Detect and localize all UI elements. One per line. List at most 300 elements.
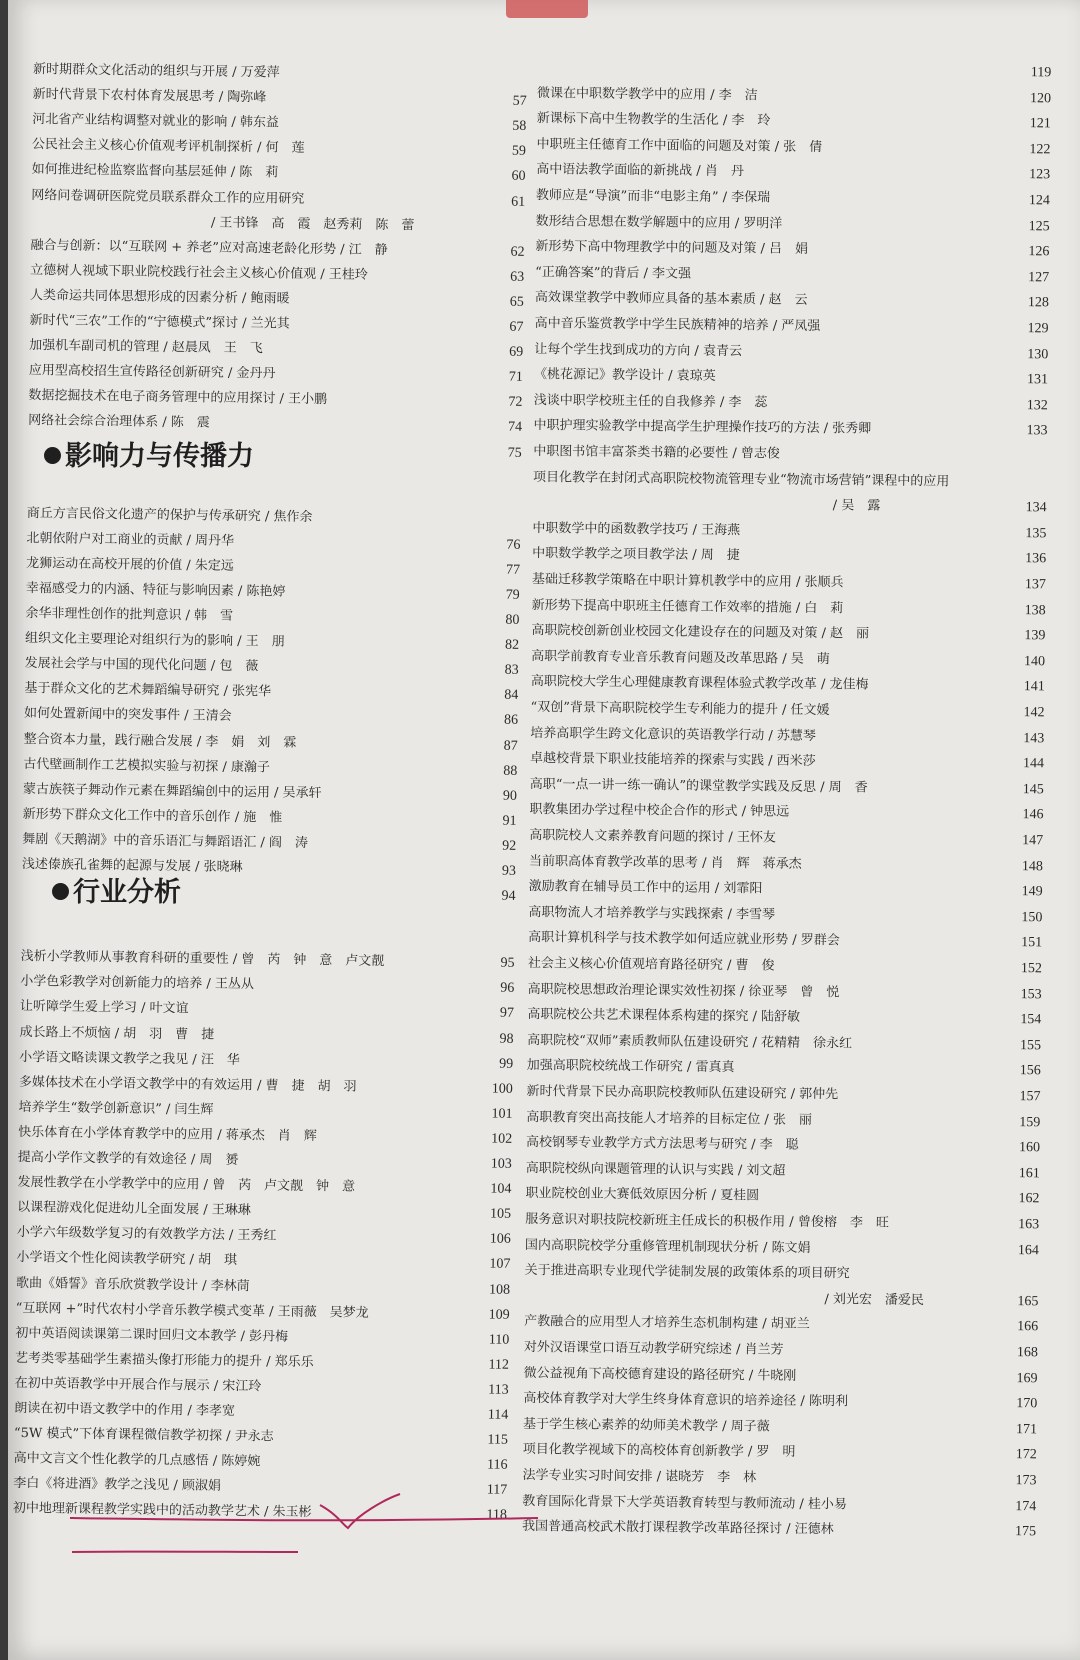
toc-entry — [523, 1389, 1038, 1414]
toc-entry — [31, 160, 525, 187]
toc-entry-title: 基于学生核心素养的幼师美术教学 / 周子薇 — [523, 1416, 770, 1435]
toc-entry-page: 149 — [1021, 884, 1043, 900]
toc-entry-title: 提高小学作文教学的有效途径 / 周 赟 — [17, 1149, 239, 1168]
toc-entry-title: 舞剧《天鹅湖》中的音乐语汇与舞蹈语汇 / 阎 涛 — [22, 831, 309, 851]
toc-entry-title: 当前职高体育教学改革的思考 / 肖 辉 蒋承杰 — [528, 853, 802, 872]
section-heading-industry — [52, 876, 181, 910]
toc-entry-title: 新形势下高中物理教学中的问题及对策 / 吕 娟 — [535, 239, 809, 258]
toc-entry — [27, 504, 521, 531]
toc-entry-page: 60 — [511, 169, 526, 185]
toc-entry — [522, 1440, 1037, 1465]
toc-entry-page: 102 — [491, 1131, 513, 1147]
toc-entry-page: 76 — [506, 537, 521, 553]
toc-entry-title: 培养学生“数学创新意识” / 闫生辉 — [18, 1099, 214, 1118]
toc-entry-page: 151 — [1021, 935, 1043, 951]
toc-entry — [20, 947, 514, 974]
toc-entry — [522, 1492, 1037, 1517]
toc-entry-title: 让听障学生爱上学习 / 叶文谊 — [19, 999, 189, 1017]
toc-entry — [26, 554, 520, 581]
toc-entry — [527, 1005, 1042, 1030]
toc-entry-page: 128 — [1027, 295, 1049, 311]
toc-entry-page: 98 — [499, 1031, 514, 1047]
toc-entry-page: 92 — [502, 838, 517, 854]
toc-entry — [31, 185, 525, 212]
toc-entry — [533, 468, 1033, 493]
toc-entry — [23, 755, 517, 782]
toc-entry — [536, 84, 1052, 109]
toc-entry-title: 基于群众文化的艺术舞蹈编导研究 / 张宪华 — [24, 681, 272, 700]
toc-entry-page — [995, 472, 1047, 473]
toc-entry-title: 项目化教学视域下的高校体育创新教学 / 罗 明 — [522, 1442, 796, 1461]
toc-entry-page: 87 — [503, 738, 518, 754]
toc-entry-page: 154 — [1020, 1012, 1042, 1028]
toc-entry-page: 57 — [512, 93, 527, 109]
toc-entry-title: 古代壁画制作工艺模拟实验与初探 / 康瀚子 — [23, 756, 271, 775]
toc-entry-page: 88 — [503, 763, 518, 779]
toc-entry — [24, 704, 518, 731]
toc-entry-page — [995, 447, 1047, 448]
toc-entry-title: 如何处置新闻中的突发事件 / 王清会 — [23, 706, 232, 725]
toc-entry — [15, 1324, 509, 1351]
toc-entry — [528, 903, 1043, 928]
toc-entry-page: 62 — [510, 244, 525, 260]
toc-entry-page: 132 — [1026, 397, 1048, 414]
toc-entry — [535, 263, 1050, 288]
toc-entry-page: 135 — [1025, 525, 1047, 542]
toc-entry-page — [475, 66, 527, 67]
toc-entry — [30, 286, 524, 313]
toc-entry-title: 高中语法教学面临的新挑战 / 肖 丹 — [536, 162, 744, 180]
toc-entry-title: 组织文化主要理论对组织行为的影响 / 王 朋 — [24, 631, 285, 650]
toc-entry — [525, 1159, 1040, 1184]
toc-entry-page: 113 — [488, 1382, 509, 1398]
toc-entry — [526, 1108, 1041, 1133]
toc-entry-title: 高中音乐鉴赏教学中学生民族精神的培养 / 严凤强 — [534, 315, 821, 334]
toc-entry — [24, 729, 518, 756]
toc-entry-page: 139 — [1024, 628, 1046, 644]
toc-entry-page: 67 — [509, 319, 524, 335]
toc-entry-title: 项目化教学在封闭式高职院校物流管理专业“物流市场营销”课程中的应用 — [532, 469, 950, 489]
toc-entry-page: 131 — [1026, 372, 1049, 388]
toc-entry-page: 63 — [510, 269, 525, 285]
toc-entry-title: 快乐体育在小学体育教学中的应用 / 蒋承杰 肖 辉 — [18, 1124, 317, 1144]
toc-entry-page: 123 — [1029, 167, 1051, 183]
toc-entry-title: 高职院校思想政治理论课实效性初探 / 徐亚琴 曾 悦 — [527, 981, 840, 1000]
toc-entry-title: 歌曲《婚誓》音乐欣赏教学设计 / 李林茼 — [15, 1275, 250, 1294]
toc-entry — [19, 1047, 513, 1074]
toc-entry-title: 我国普通高校武术散打课程教学改革路径探讨 / 汪德林 — [521, 1519, 834, 1538]
toc-entry-title: 龙狮运动在高校开展的价值 / 朱定远 — [26, 555, 234, 574]
toc-entry-title: 教育国际化背景下大学英语教育转型与教师流动 / 桂小易 — [522, 1493, 847, 1512]
toc-entry — [531, 596, 1046, 621]
toc-entry-title — [537, 58, 967, 63]
toc-entry-title: 公民社会主义核心价值观考评机制探析 / 何 莲 — [31, 137, 305, 157]
toc-entry-title: 余华非理性创作的批判意识 / 韩 雪 — [25, 605, 234, 624]
section-heading-text: 行业分析 — [73, 877, 181, 908]
toc-entry — [32, 110, 526, 137]
toc-entry-page: 165 — [1017, 1293, 1039, 1310]
toc-entry-page: 86 — [503, 713, 519, 729]
toc-entry — [523, 1338, 1038, 1363]
toc-entry-title: 高职院校纵向课题管理的认识与实践 / 刘文超 — [525, 1160, 786, 1179]
toc-entry-title: 新时代背景下民办高职院校教师队伍建设研究 / 郭仲先 — [526, 1083, 839, 1103]
toc-entry-title: 小学语文略读课文教学之我见 / 汪 华 — [19, 1049, 240, 1068]
toc-entry — [22, 805, 516, 832]
toc-entry-page: 58 — [512, 118, 527, 135]
toc-entry-page: 157 — [1019, 1089, 1041, 1105]
toc-entry-page: 156 — [1019, 1063, 1041, 1079]
toc-entry — [536, 109, 1051, 134]
toc-entry — [524, 1236, 1040, 1261]
toc-entry-title: 网络社会综合治理体系 / 陈 震 — [28, 413, 210, 431]
toc-entry-title: 高校体育教学对大学生终身体育意识的培养途径 / 陈明利 — [523, 1391, 849, 1410]
toc-entry-title: 高职教育突出高技能人才培养的目标定位 / 张 丽 — [526, 1109, 813, 1128]
toc-entry-title: 浅述傣族孔雀舞的起源与发展 / 张晓琳 — [21, 856, 243, 875]
toc-entry-page: 161 — [1018, 1165, 1040, 1182]
toc-entry-page: 133 — [1026, 423, 1048, 439]
toc-entry — [532, 544, 1047, 569]
document-page — [8, 0, 1080, 1660]
bullet-icon — [52, 883, 69, 900]
toc-entry-title: 幸福感受力的内涵、特征与影响因素 / 陈艳婷 — [25, 580, 286, 600]
toc-entry-page: 146 — [1022, 807, 1044, 823]
toc-entry-title: 商丘方言民俗文化遗产的保护与传承研究 / 焦作余 — [26, 505, 313, 525]
toc-entry-page: 141 — [1023, 679, 1045, 695]
toc-entry-title: / 吴 露 — [832, 498, 881, 514]
toc-entry-title: 职教集团办学过程中校企合作的形式 / 钟思远 — [529, 802, 790, 821]
bullet-icon — [44, 447, 61, 464]
toc-entry-page: 143 — [1023, 730, 1045, 746]
toc-entry-page: 94 — [501, 888, 516, 904]
toc-entry-page: 170 — [1016, 1396, 1038, 1412]
toc-entry — [19, 1073, 513, 1100]
toc-entry-page: 163 — [1018, 1217, 1040, 1233]
toc-entry — [526, 1082, 1041, 1107]
toc-entry-page: 134 — [1025, 500, 1047, 516]
toc-entry-title: 新时代“三农”工作的“宁德模式”探讨 / 兰光其 — [29, 312, 290, 332]
toc-entry — [31, 211, 525, 238]
toc-entry-title: 网络问卷调研医院党员联系群众工作的应用研究 — [31, 187, 305, 207]
toc-entry — [20, 997, 514, 1024]
toc-entry-title: 高校钢琴专业教学方式方法思考与研究 / 李 聪 — [525, 1135, 799, 1153]
toc-entry-page: 118 — [486, 1507, 507, 1524]
toc-entry — [30, 236, 524, 263]
toc-entry-title: “正确答案”的背后 / 李文强 — [535, 264, 692, 282]
toc-entry — [535, 212, 1050, 237]
toc-entry-page — [469, 510, 521, 511]
toc-entry-title: 高职院校创新创业校园文化建设存在的问题及对策 / 赵 丽 — [531, 623, 870, 642]
toc-entry — [528, 877, 1043, 902]
toc-entry-title: 高职院校公共艺术课程体系构建的探究 / 陆舒敏 — [527, 1007, 801, 1025]
toc-entry-title: 激励教育在辅导员工作中的运用 / 刘霏阳 — [528, 879, 763, 897]
toc-entry-title: 整合资本力量，践行融合发展 / 李 娟 刘 霖 — [23, 731, 297, 751]
toc-entry-title: 李白《将进酒》教学之浅见 / 顾淑娟 — [13, 1476, 222, 1495]
toc-entry-page: 96 — [500, 980, 515, 997]
toc-entry — [530, 724, 1045, 749]
toc-entry-title: 社会主义核心价值观培育路径研究 / 曹 俊 — [527, 955, 775, 974]
toc-entry-page: 117 — [486, 1482, 508, 1499]
section-heading-text: 影响力与传播力 — [65, 441, 254, 472]
toc-entry — [525, 1210, 1040, 1235]
toc-entry-page: 109 — [488, 1307, 510, 1323]
toc-entry-page: 95 — [500, 955, 515, 971]
toc-entry — [530, 698, 1045, 723]
toc-entry — [536, 135, 1051, 160]
toc-entry-page — [473, 217, 525, 218]
toc-entry-title: 蒙古族筷子舞动作元素在舞蹈编创中的运用 / 吴承轩 — [22, 781, 322, 801]
toc-entry — [532, 519, 1047, 544]
toc-entry-page: 69 — [509, 344, 524, 360]
toc-entry-page: 140 — [1024, 653, 1046, 670]
toc-entry-page: 142 — [1023, 705, 1045, 721]
toc-entry-page: 124 — [1028, 193, 1051, 209]
toc-entry-page: 171 — [1015, 1421, 1038, 1438]
toc-entry-title: 人类命运共同体思想形成的因素分析 / 鲍雨暖 — [29, 287, 290, 307]
toc-entry-title: 高职学前教育专业音乐教育问题及改革思路 / 吴 萌 — [531, 648, 830, 667]
toc-entry-page: 83 — [504, 662, 519, 679]
toc-entry-title: 成长路上不烦恼 / 胡 羽 曹 捷 — [19, 1024, 215, 1043]
toc-entry-title: 浅谈中职学校班主任的自我修养 / 李 蕊 — [533, 392, 768, 411]
toc-entry — [531, 621, 1046, 646]
toc-entry — [32, 135, 526, 162]
toc-entry-title: 高中文言文个性化教学的几点感悟 / 陈婷婉 — [13, 1451, 261, 1470]
toc-entry-title: 中职护理实验教学中提高学生护理操作技巧的方法 / 张秀卿 — [533, 418, 872, 437]
toc-entry — [18, 1123, 512, 1150]
toc-entry — [28, 411, 522, 438]
toc-entry-title: / 刘光宏 潘爱民 — [824, 1291, 924, 1308]
toc-entry — [25, 604, 519, 631]
toc-entry — [522, 1466, 1037, 1491]
toc-entry — [535, 237, 1050, 262]
toc-entry-title: 职业院校创业大赛低效原因分析 / 夏桂圆 — [525, 1186, 760, 1204]
toc-entry-title: 北朝依附户对工商业的贡献 / 周丹华 — [26, 530, 235, 549]
toc-entry-page: 110 — [488, 1332, 510, 1348]
toc-entry — [523, 1415, 1038, 1440]
toc-entry-page: 99 — [499, 1056, 514, 1072]
toc-entry-page — [987, 1266, 1039, 1267]
toc-entry — [16, 1248, 510, 1275]
toc-entry-title: 在初中英语教学中开展合作与展示 / 宋江玲 — [14, 1375, 262, 1395]
toc-entry-title: 加强机车副司机的管理 / 赵晨凤 王 飞 — [29, 338, 263, 357]
toc-entry-title: 《桃花源记》教学设计 / 袁琼英 — [533, 367, 716, 385]
toc-entry-title: 服务意识对职技院校新班主任成长的积极作用 / 曾俊榕 李 旺 — [525, 1211, 889, 1231]
toc-entry-title: 产教融合的应用型人才培养生态机制构建 / 胡亚兰 — [524, 1314, 810, 1333]
toc-entry-title: 卓越校背景下职业技能培养的探索与实践 / 西米莎 — [529, 751, 816, 770]
toc-entry — [30, 261, 524, 288]
toc-entry-title: 基础迁移教学策略在中职计算机教学中的应用 / 张顺兵 — [531, 571, 844, 591]
toc-entry-page: 103 — [490, 1156, 512, 1172]
toc-entry — [20, 972, 514, 999]
toc-entry — [17, 1173, 511, 1200]
toc-entry-title: 新课标下高中生物教学的生活化 / 李 玲 — [536, 111, 771, 129]
toc-entry-page: 114 — [487, 1407, 509, 1423]
toc-entry-title: 高职计算机科学与技术教学如何适应就业形势 / 罗群会 — [528, 930, 840, 949]
toc-entry-page: 130 — [1027, 346, 1049, 362]
toc-entry-title: “互联网 +”时代农村小学音乐教学模式变革 / 王雨薇 吴梦龙 — [15, 1300, 369, 1321]
toc-entry-page: 153 — [1020, 986, 1042, 1002]
toc-entry-title: 高职“一点一讲一练一确认”的课堂教学实践及反思 / 周 香 — [529, 776, 868, 796]
toc-entry-page: 168 — [1016, 1345, 1038, 1361]
toc-entry-title: 朗读在初中语文教学中的作用 / 李孝宽 — [14, 1400, 236, 1419]
toc-entry — [531, 647, 1046, 672]
toc-entry-page: 90 — [502, 788, 518, 804]
toc-entry-page: 112 — [488, 1357, 510, 1373]
toc-entry-page: 137 — [1024, 577, 1046, 593]
toc-entry — [529, 749, 1045, 774]
toc-entry-page: 115 — [487, 1432, 509, 1448]
toc-entry-title: 教师应是“导演”而非“电影主角” / 李保瑞 — [535, 187, 771, 206]
toc-entry-page: 116 — [486, 1457, 508, 1473]
toc-entry — [536, 160, 1051, 185]
toc-entry-page: 101 — [491, 1106, 513, 1122]
toc-entry — [531, 570, 1046, 595]
toc-entry-title: 数据挖掘技术在电子商务管理中的应用探讨 / 王小鹏 — [28, 388, 328, 408]
toc-entry — [13, 1499, 507, 1526]
toc-entry-page: 80 — [505, 612, 520, 628]
toc-entry-title: “双创”背景下高职院校学生专利能力的提升 / 任文媛 — [530, 699, 830, 719]
toc-entry-page: 122 — [1029, 141, 1051, 158]
toc-entry-page: 138 — [1024, 602, 1046, 618]
toc-entry — [29, 311, 523, 338]
toc-entry-title: 微课在中职数学教学中的应用 / 李 洁 — [536, 85, 758, 103]
toc-entry — [24, 679, 518, 706]
toc-entry — [15, 1349, 509, 1376]
toc-entry — [523, 1364, 1038, 1389]
toc-entry-page: 126 — [1028, 244, 1050, 260]
toc-entry-title: 新时期群众文化活动的组织与开展 / 万爱萍 — [32, 61, 280, 81]
toc-entry — [33, 85, 527, 112]
toc-entry-page: 155 — [1020, 1037, 1042, 1054]
toc-entry-title: 小学色彩教学对创新能力的培养 / 王丛从 — [20, 974, 255, 993]
toc-entry-title: 小学语文个性化阅读教学研究 / 胡 琪 — [16, 1250, 238, 1269]
toc-entry — [33, 60, 527, 87]
toc-entry — [527, 1031, 1042, 1056]
toc-entry — [533, 391, 1048, 416]
toc-entry — [25, 629, 519, 656]
toc-entry — [17, 1198, 511, 1225]
toc-entry — [527, 954, 1042, 979]
toc-entry-page: 100 — [491, 1081, 513, 1097]
toc-entry — [535, 186, 1051, 211]
toc-entry-title: 关于推进高职专业现代学徒制发展的政策体系的项目研究 — [524, 1263, 850, 1282]
toc-entry — [529, 826, 1044, 851]
toc-entry-page: 148 — [1021, 858, 1044, 874]
toc-entry — [525, 1184, 1040, 1209]
toc-entry-title: 微公益视角下高校德育建设的路径研究 / 牛晓刚 — [523, 1365, 797, 1384]
toc-entry-page: 108 — [488, 1281, 511, 1298]
toc-entry — [26, 579, 520, 606]
toc-entry — [19, 1022, 513, 1049]
toc-entry-page: 59 — [511, 143, 527, 160]
toc-entry — [529, 775, 1044, 800]
toc-entry — [521, 1517, 1037, 1542]
toc-entry-title: 对外汉语课堂口语互动教学研究综述 / 肖兰芳 — [523, 1339, 784, 1358]
toc-entry-page: 97 — [499, 1005, 514, 1022]
toc-entry — [524, 1287, 1039, 1312]
toc-entry-title: 培养高职学生跨文化意识的英语教学行动 / 苏慧琴 — [530, 725, 817, 744]
toc-entry-page: 105 — [489, 1206, 512, 1222]
toc-entry-page: 152 — [1020, 961, 1042, 977]
toc-entry-page: 159 — [1019, 1114, 1041, 1130]
corner-tab-mark — [506, 0, 588, 18]
toc-entry-page: 136 — [1025, 551, 1047, 567]
toc-entry-page: 74 — [507, 420, 523, 436]
toc-entry-page: 104 — [490, 1181, 512, 1197]
toc-entry — [18, 1098, 512, 1125]
toc-entry — [528, 852, 1044, 877]
toc-entry-title: 新形势下提高中职班主任德育工作效率的措施 / 白 莉 — [531, 597, 844, 616]
toc-entry-title: 小学六年级数学复习的有效教学方法 / 王秀红 — [16, 1225, 277, 1244]
toc-entry-title: 河北省产业结构调整对就业的影响 / 韩东益 — [32, 112, 280, 131]
toc-entry — [534, 314, 1049, 339]
toc-entry — [533, 365, 1049, 390]
toc-entry — [23, 780, 517, 807]
toc-entry — [14, 1399, 508, 1426]
toc-entry-title: 数形结合思想在数学解题中的应用 / 罗明洋 — [535, 213, 783, 232]
toc-entry-title: 融合与创新：以“互联网 + 养老”应对高速老龄化形势 / 江 静 — [30, 237, 388, 258]
toc-entry-title: 应用型高校招生宣传路径创新研究 / 金丹丹 — [28, 363, 276, 382]
toc-entry-page: 164 — [1017, 1242, 1040, 1258]
toc-entry — [17, 1223, 511, 1250]
toc-entry-page: 169 — [1016, 1370, 1038, 1386]
toc-entry-page: 120 — [1029, 90, 1052, 106]
toc-entry-title: 国内高职院校学分重修管理机制现状分析 / 陈文娟 — [524, 1237, 811, 1256]
toc-entry-page: 172 — [1015, 1447, 1037, 1463]
toc-entry-page: 125 — [1028, 218, 1050, 234]
toc-entry-page: 166 — [1017, 1319, 1039, 1335]
toc-entry-page: 173 — [1015, 1473, 1037, 1489]
toc-entry-title: 中职图书馆丰富茶类书籍的必要性 / 曾志俊 — [533, 443, 780, 462]
toc-entry-title: 中职数学中的函数教学技巧 / 王海燕 — [532, 520, 741, 538]
toc-entry-title: 发展性教学在小学教学中的应用 / 曾 芮 卢文靓 钟 意 — [17, 1174, 356, 1195]
toc-entry — [533, 416, 1048, 441]
toc-entry — [29, 361, 523, 388]
toc-entry-page: 71 — [508, 369, 523, 386]
toc-entry-title: 高职院校“双师”素质教师队伍建设研究 / 花精精 徐永红 — [527, 1032, 853, 1052]
toc-entry — [15, 1374, 509, 1401]
toc-entry — [528, 928, 1043, 953]
toc-entry-page: 129 — [1027, 321, 1049, 337]
toc-entry-page: 160 — [1018, 1140, 1041, 1156]
toc-entry — [534, 288, 1049, 313]
toc-entry-title: 如何推进纪检监察监督向基层延伸 / 陈 莉 — [31, 162, 279, 181]
toc-entry — [527, 980, 1042, 1005]
toc-entry-title: 以课程游戏化促进幼儿全面发展 / 王琳琳 — [17, 1200, 251, 1219]
toc-entry — [530, 672, 1045, 697]
toc-entry-title: 初中地理新课程教学实践中的活动教学艺术 / 朱玉彬 — [12, 1501, 312, 1521]
toc-entry-page: 77 — [505, 562, 521, 578]
toc-entry — [524, 1312, 1039, 1337]
toc-entry — [533, 442, 1033, 467]
toc-entry-page: 145 — [1022, 781, 1044, 798]
toc-entry-title: 高职院校人文素养教育问题的探讨 / 王怀友 — [529, 827, 776, 846]
toc-entry — [22, 830, 516, 857]
toc-entry-page: 174 — [1015, 1498, 1037, 1514]
toc-entry-page: 106 — [489, 1231, 511, 1248]
toc-entry-page: 119 — [1030, 65, 1052, 81]
toc-entry-page: 93 — [501, 863, 516, 879]
toc-entry-title: “5W 模式”下体育课程微信教学初探 / 尹永志 — [13, 1425, 274, 1445]
toc-entry-title: 让每个学生找到成功的方向 / 袁青云 — [534, 341, 743, 359]
toc-entry-page: 144 — [1022, 756, 1045, 772]
toc-entry-page: 72 — [508, 394, 523, 411]
toc-entry-page: 75 — [507, 445, 522, 461]
toc-entry-page: 107 — [489, 1256, 511, 1273]
toc-entry-page: 84 — [504, 687, 519, 704]
toc-entry-page: 162 — [1018, 1191, 1040, 1207]
toc-entry-page: 61 — [511, 194, 526, 210]
toc-entry-page: 147 — [1022, 833, 1044, 849]
